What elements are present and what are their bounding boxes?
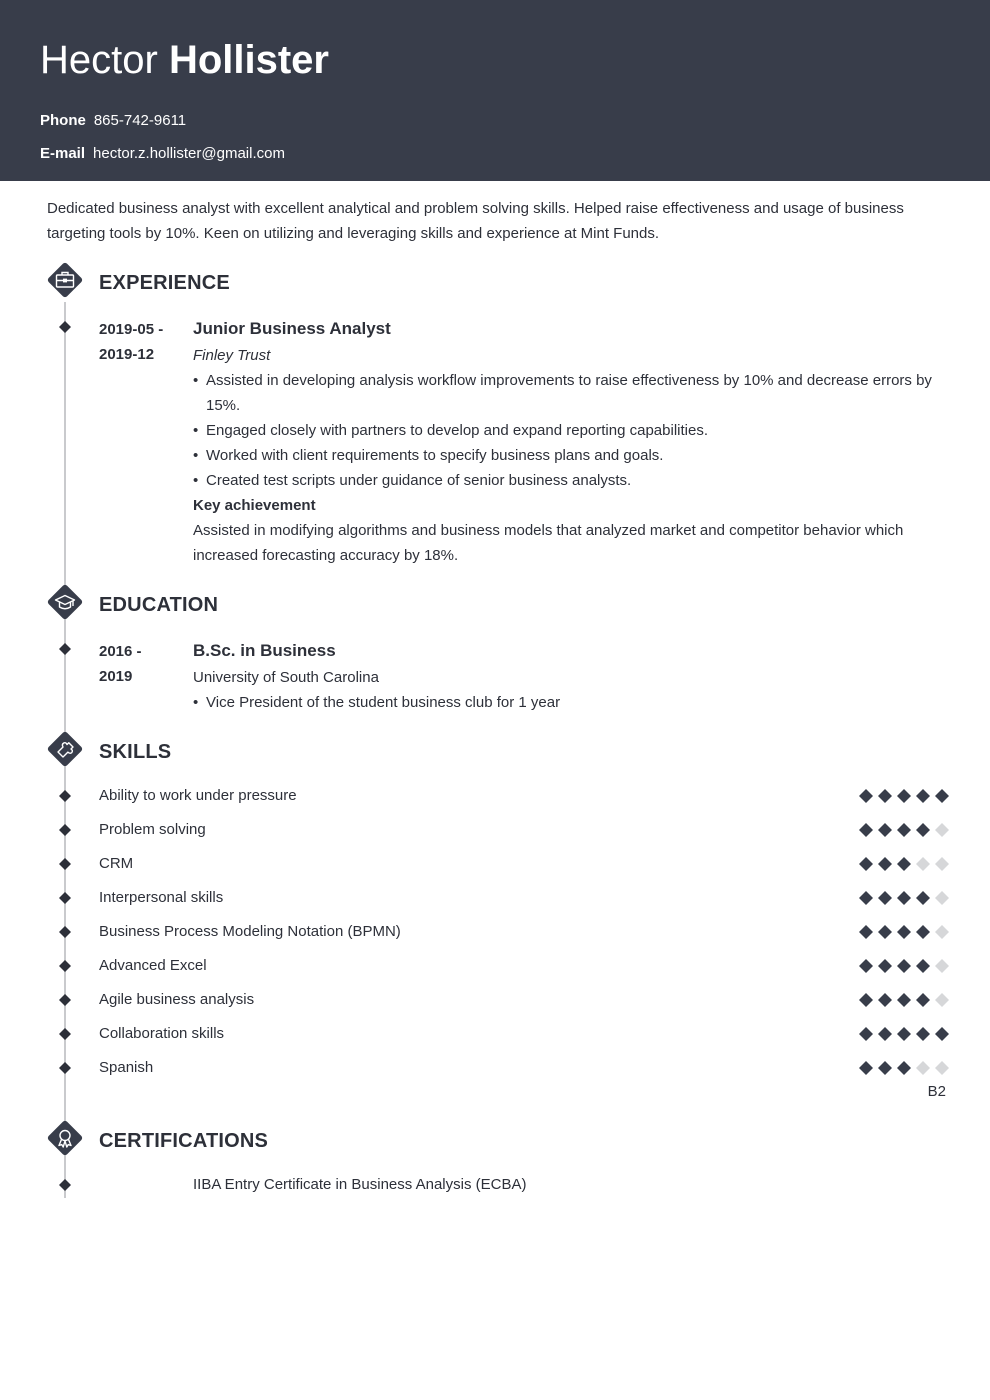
rating-diamond-filled [897,1027,911,1041]
timeline-bullet [59,321,71,333]
skill-row [0,1024,990,1044]
rating-diamond-empty [935,823,949,837]
skill-name: Spanish [99,1059,154,1076]
skill-rating [857,786,953,806]
skill-name: CRM [99,855,134,872]
rating-diamond-filled [878,789,892,803]
skill-row [0,888,990,908]
skill-rating [857,820,953,840]
skill-name: Ability to work under pressure [99,787,297,804]
skills-heading: SKILLS [99,741,172,763]
skill-row [0,956,990,976]
rating-diamond-filled [897,993,911,1007]
email-value: hector.z.hollister@gmail.com [93,145,285,162]
rating-diamond-filled [897,1061,911,1075]
degree-title: B.Sc. in Business [193,641,336,660]
job-bullet: • Created test scripts under guidance of senior business analysts. [193,468,943,493]
rating-diamond-empty [916,1061,930,1075]
skill-name: Advanced Excel [99,957,207,974]
contact-phone [40,111,186,131]
skill-name: Problem solving [99,821,206,838]
rating-diamond-empty [935,925,949,939]
rating-diamond-filled [878,1027,892,1041]
last-name: Hollister [168,38,329,82]
rating-diamond-empty [935,959,949,973]
skill-row [0,854,990,874]
timeline-bullet [59,643,71,655]
job-title: Junior Business Analyst [193,319,391,338]
skill-row [0,786,990,806]
rating-diamond-filled [878,1061,892,1075]
rating-diamond-filled [859,1027,873,1041]
key-achievement-label: Key achievement [193,497,316,514]
rating-diamond-filled [916,823,930,837]
award-ribbon-icon [44,1117,86,1159]
key-achievement-text: Assisted in modifying algorithms and business models that analyzed market and competitor behavior which increased forecasting accuracy by 18%. [193,522,904,564]
job-bullet: • Worked with client requirements to specify business plans and goals. [193,443,943,468]
job-date-start: 2019-05 - [99,321,164,338]
rating-diamond-empty [935,1061,949,1075]
skill-rating [857,1058,953,1078]
rating-diamond-empty [916,857,930,871]
rating-diamond-empty [935,857,949,871]
school-name: University of South Carolina [193,669,379,686]
skill-rating [857,1024,953,1044]
rating-diamond-filled [878,925,892,939]
rating-diamond-filled [916,789,930,803]
rating-diamond-filled [897,959,911,973]
rating-diamond-filled [859,925,873,939]
timeline-bullet [59,1179,71,1191]
job-bullet: • Assisted in developing analysis workflow improvements to raise effectiveness by 10% and decrease errors by 15%. [193,368,943,418]
rating-diamond-filled [897,925,911,939]
rating-diamond-filled [916,891,930,905]
rating-diamond-filled [859,1061,873,1075]
rating-diamond-filled [916,925,930,939]
email-label: E-mail [40,145,86,162]
rating-diamond-empty [935,891,949,905]
skill-name: Business Process Modeling Notation (BPMN) [99,923,401,940]
skill-rating [857,854,953,874]
rating-diamond-filled [859,789,873,803]
phone-value: 865-742-9611 [93,112,187,129]
skill-level-note: B2 [927,1083,946,1100]
skill-name: Interpersonal skills [99,889,224,906]
rating-diamond-filled [878,857,892,871]
job-bullet-list [193,368,943,493]
skill-rating [857,888,953,908]
puzzle-icon [44,728,86,770]
job-company: Finley Trust [193,347,271,364]
briefcase-icon [44,259,86,301]
rating-diamond-filled [935,789,949,803]
rating-diamond-filled [897,857,911,871]
rating-diamond-filled [878,993,892,1007]
rating-diamond-filled [859,823,873,837]
candidate-name [40,37,329,83]
profile-summary: Dedicated business analyst with excellent analytical and problem solving skills. Helped raise effectiveness and usage of business targeting tools by 10%. Keen on utilizing and leveraging skills and experience at Mint Funds. [47,200,904,242]
rating-diamond-filled [897,823,911,837]
graduation-cap-icon [44,581,86,623]
rating-diamond-filled [897,789,911,803]
rating-diamond-filled [916,1027,930,1041]
education-date-end: 2019 [99,668,133,685]
certifications-heading: CERTIFICATIONS [99,1130,269,1152]
skill-row [0,1058,990,1078]
contact-email [40,144,285,164]
rating-diamond-filled [859,959,873,973]
education-bullet: • Vice President of the student business club for 1 year [193,690,943,715]
rating-diamond-filled [916,959,930,973]
skill-row [0,990,990,1010]
skill-rating [857,990,953,1010]
skill-rating [857,922,953,942]
education-date-start: 2016 - [99,643,142,660]
rating-diamond-filled [935,1027,949,1041]
skill-rating [857,956,953,976]
phone-label: Phone [40,112,86,129]
job-date-end: 2019-12 [99,346,155,363]
rating-diamond-filled [859,891,873,905]
rating-diamond-empty [935,993,949,1007]
rating-diamond-filled [916,993,930,1007]
education-heading: EDUCATION [99,594,219,616]
education-bullet-list [193,690,943,715]
job-bullet: • Engaged closely with partners to develop and expand reporting capabilities. [193,418,943,443]
rating-diamond-filled [878,823,892,837]
skill-name: Agile business analysis [99,991,255,1008]
rating-diamond-filled [878,891,892,905]
skill-row [0,922,990,942]
skill-row [0,820,990,840]
first-name: Hector [40,38,158,82]
certification-item: IIBA Entry Certificate in Business Analysis (ECBA) [193,1176,527,1193]
skill-name: Collaboration skills [99,1025,225,1042]
experience-heading: EXPERIENCE [99,272,230,294]
rating-diamond-filled [897,891,911,905]
resume-header [0,0,990,181]
rating-diamond-filled [878,959,892,973]
rating-diamond-filled [859,993,873,1007]
rating-diamond-filled [859,857,873,871]
